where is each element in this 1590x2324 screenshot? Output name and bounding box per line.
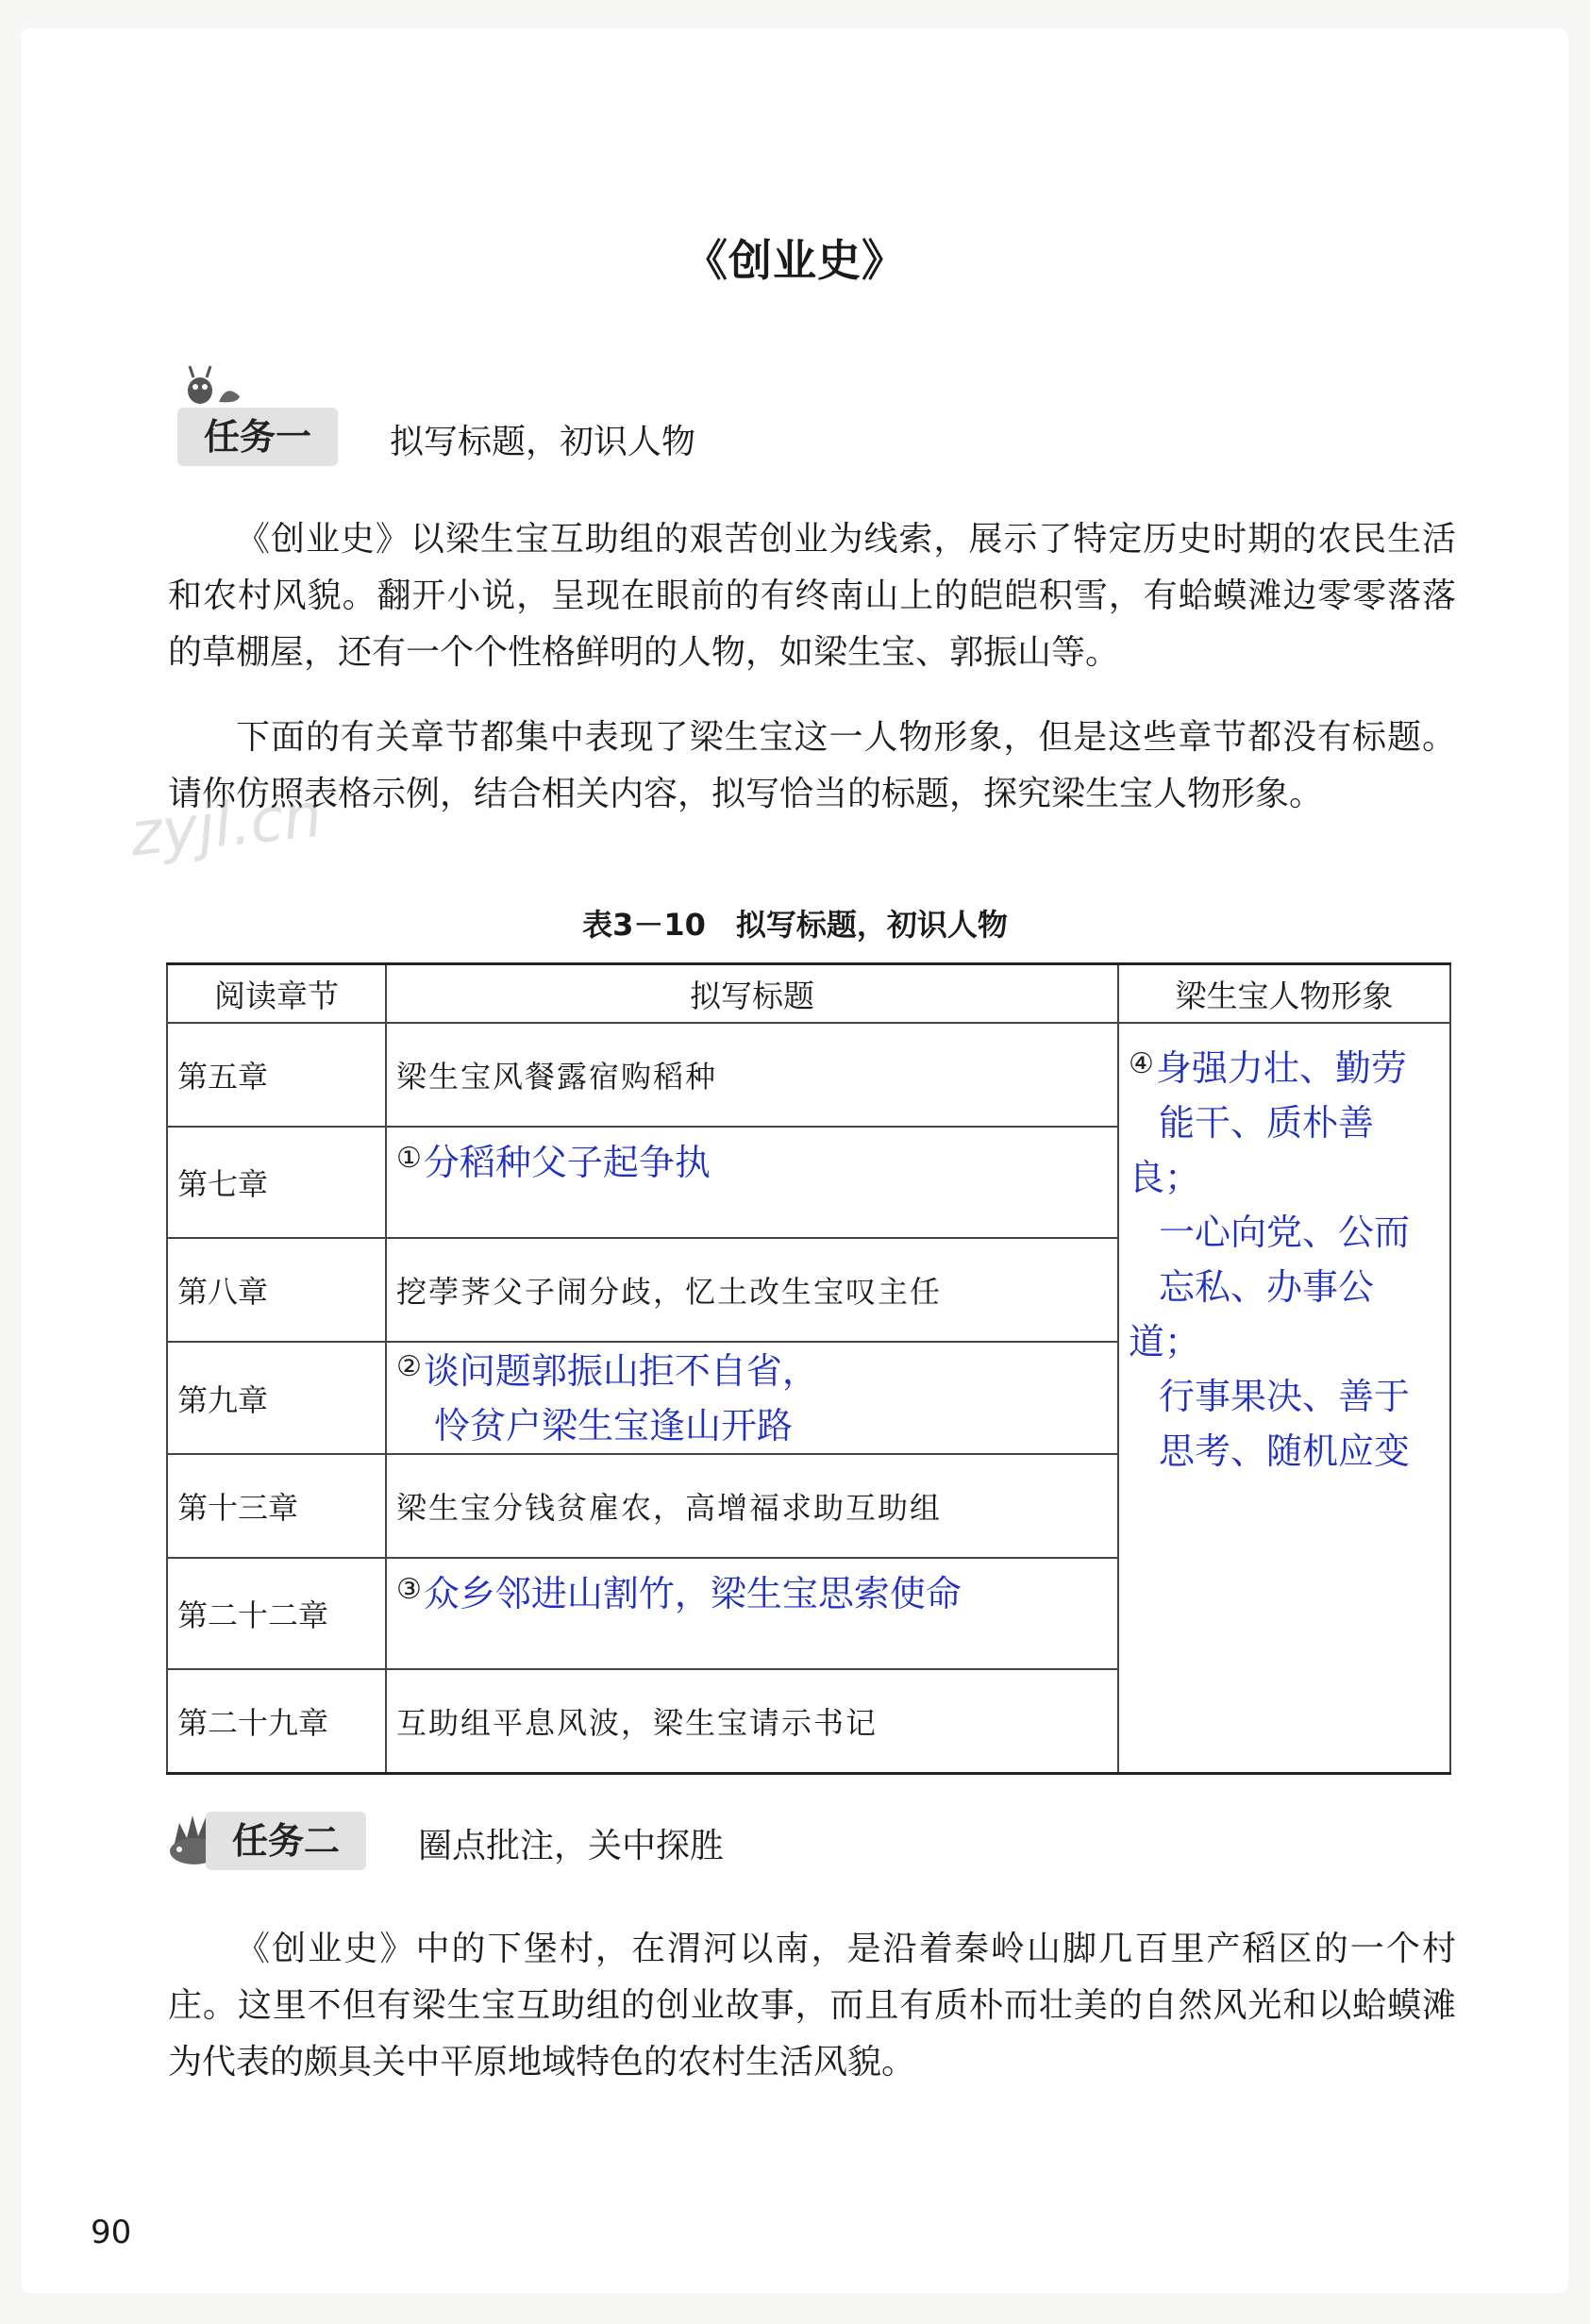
handwritten-title-line2: 怜贫户梁生宝逢山开路 <box>434 1405 794 1446</box>
title-cell <box>386 1342 1118 1454</box>
header-image: 梁生宝人物形象 <box>1118 964 1450 1024</box>
table-row <box>167 1023 1450 1127</box>
chapter-cell: 第七章 <box>167 1127 386 1238</box>
handwritten-title: 众乡邻进山割竹，梁生宝思索使命 <box>423 1573 962 1614</box>
image-line: 能干、质朴善良； <box>1129 1102 1375 1198</box>
answer-number-2: ② <box>396 1350 422 1383</box>
title-cell: 互助组平息风波，梁生宝请示书记 <box>386 1669 1118 1774</box>
image-line: 一心向党、公而 <box>1159 1212 1411 1253</box>
chapter-cell: 第二十二章 <box>167 1558 386 1669</box>
snail-mascot-icon <box>181 360 247 408</box>
task-two-badge: 任务二 <box>206 1812 366 1870</box>
chapter-cell: 第二十九章 <box>167 1669 386 1774</box>
page-title: 《创业史》 <box>684 235 906 286</box>
chapter-cell: 第八章 <box>167 1238 386 1342</box>
handwritten-title: 谈问题郭振山拒不自省， <box>423 1350 818 1392</box>
intro-paragraph-1: 《创业史》以梁生宝互助组的艰苦创业为线索，展示了特定历史时期的农民生活和农村风貌。翻开小说，呈现在眼前的有终南山上的皑皑积雪，有蛤蟆滩边零零落落的草棚屋，还有一个个性格鲜明的人物，如梁生宝、郭振山等。 <box>168 520 1456 672</box>
task-one-heading: 拟写标题，初识人物 <box>390 423 696 461</box>
chapter-cell: 第五章 <box>167 1023 386 1127</box>
watermark: zyjl.cn <box>126 780 326 871</box>
table-header-row <box>167 964 1450 1024</box>
header-chapter: 阅读章节 <box>167 964 386 1024</box>
title-cell: 梁生宝风餐露宿购稻种 <box>386 1023 1118 1127</box>
task-one-badge: 任务一 <box>177 408 338 466</box>
image-line: 忘私、办事公道； <box>1129 1266 1375 1363</box>
answer-number-4: ④ <box>1129 1047 1154 1080</box>
title-cell <box>386 1558 1118 1669</box>
character-image-cell <box>1118 1023 1450 1774</box>
reading-table <box>166 962 1451 1775</box>
answer-number-3: ③ <box>396 1573 422 1606</box>
handwritten-title: 分稻种父子起争执 <box>423 1142 711 1183</box>
table-caption: 表3－10 拟写标题，初识人物 <box>582 907 1008 943</box>
chapter-cell: 第九章 <box>167 1342 386 1454</box>
task-two-paragraph: 《创业史》中的下堡村，在渭河以南，是沿着秦岭山脚几百里产稻区的一个村庄。这里不但有梁生宝互助组的创业故事，而且有质朴而壮美的自然风光和以蛤蟆滩为代表的颇具关中平原地域特色的农村生活风貌。 <box>168 1930 1456 2082</box>
title-cell: 挖荸荠父子闹分歧，忆土改生宝叹主任 <box>386 1238 1118 1342</box>
header-title: 拟写标题 <box>386 964 1118 1024</box>
image-line: 行事果决、善于 <box>1159 1376 1411 1417</box>
title-cell: 梁生宝分钱贫雇农，高增福求助互助组 <box>386 1454 1118 1558</box>
title-cell <box>386 1127 1118 1238</box>
intro-paragraph-2: 下面的有关章节都集中表现了梁生宝这一人物形象，但是这些章节都没有标题。请你仿照表格示例，结合相关内容，拟写恰当的标题，探究梁生宝人物形象。 <box>168 718 1456 813</box>
task-two-heading: 圈点批注，关中探胜 <box>418 1827 725 1865</box>
image-line: 思考、随机应变 <box>1159 1430 1411 1472</box>
image-line: 身强力壮、勤劳 <box>1155 1047 1407 1089</box>
chapter-cell: 第十三章 <box>167 1454 386 1558</box>
page-number: 90 <box>91 2214 132 2251</box>
answer-number-1: ① <box>396 1142 422 1175</box>
